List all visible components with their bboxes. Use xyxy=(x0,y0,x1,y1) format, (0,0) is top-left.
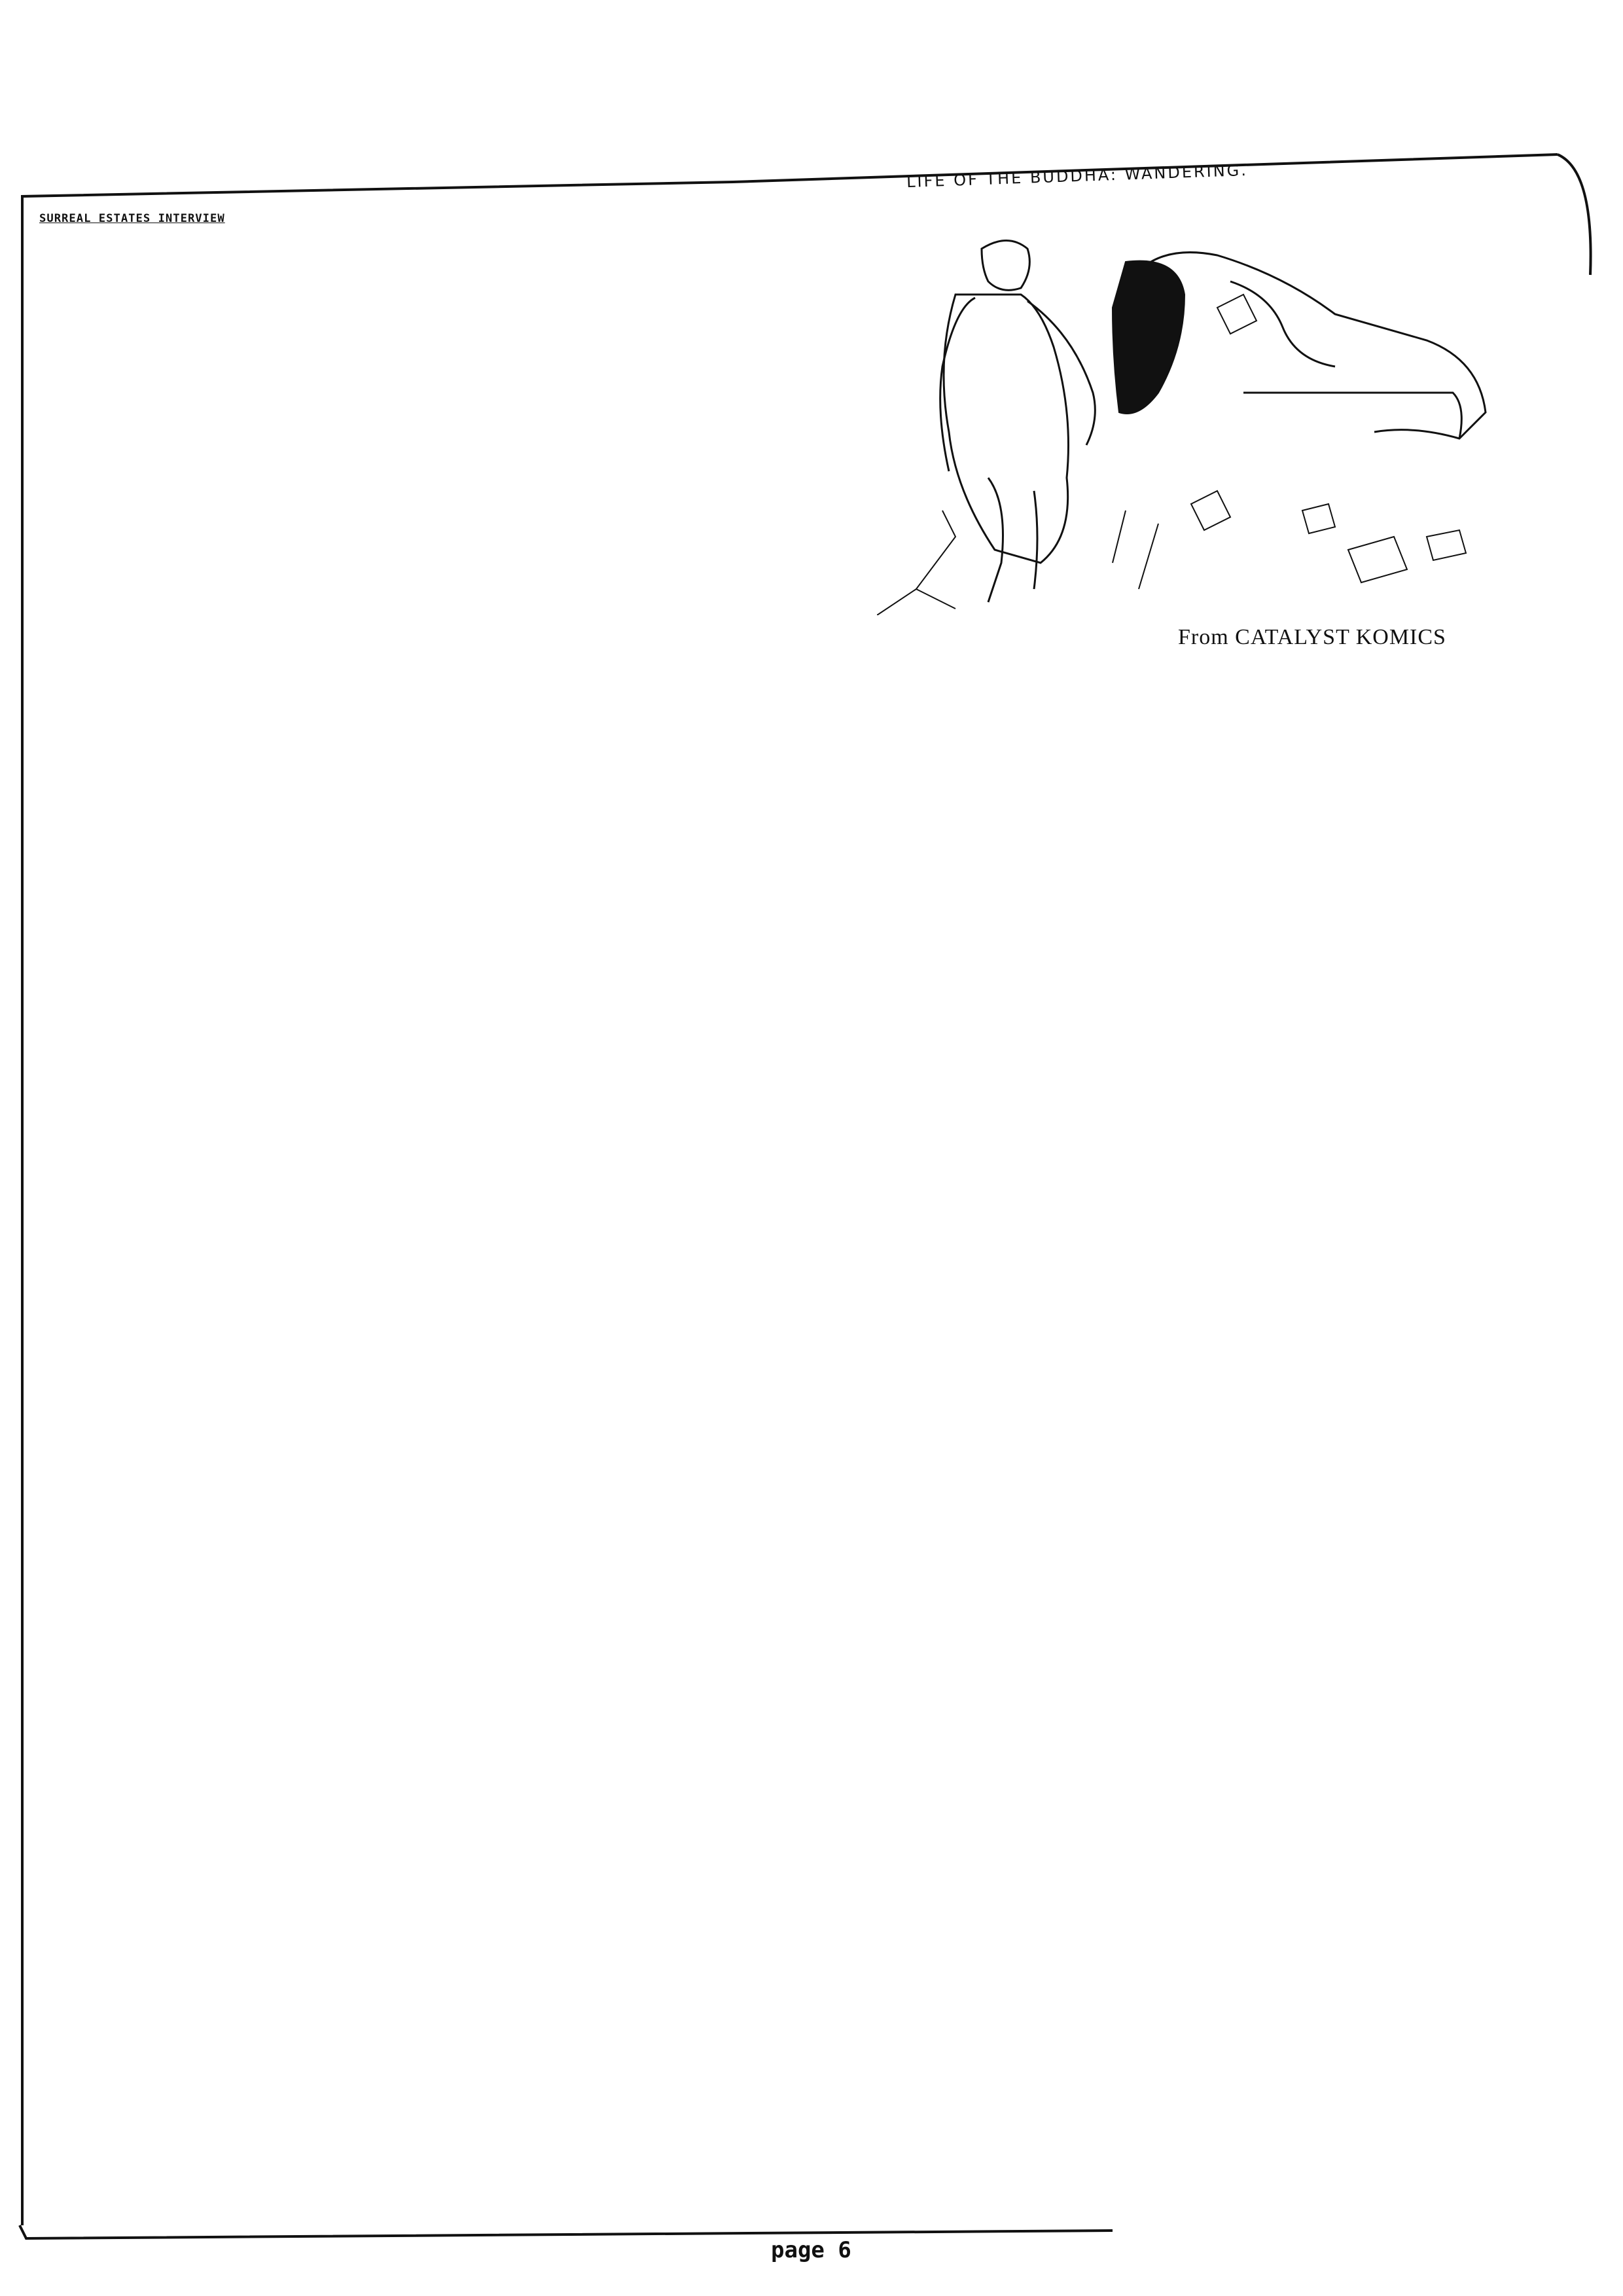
illustration-credit: From CATALYST KOMICS xyxy=(1178,625,1446,649)
interview-left-column xyxy=(39,211,805,228)
page-number: page 6 xyxy=(771,2237,851,2263)
buddha-illustration xyxy=(877,196,1512,615)
interview-heading: SURREAL ESTATES INTERVIEW xyxy=(39,212,225,225)
illustration-title: LIFE OF THE BUDDHA: WANDERING. xyxy=(906,160,1249,192)
